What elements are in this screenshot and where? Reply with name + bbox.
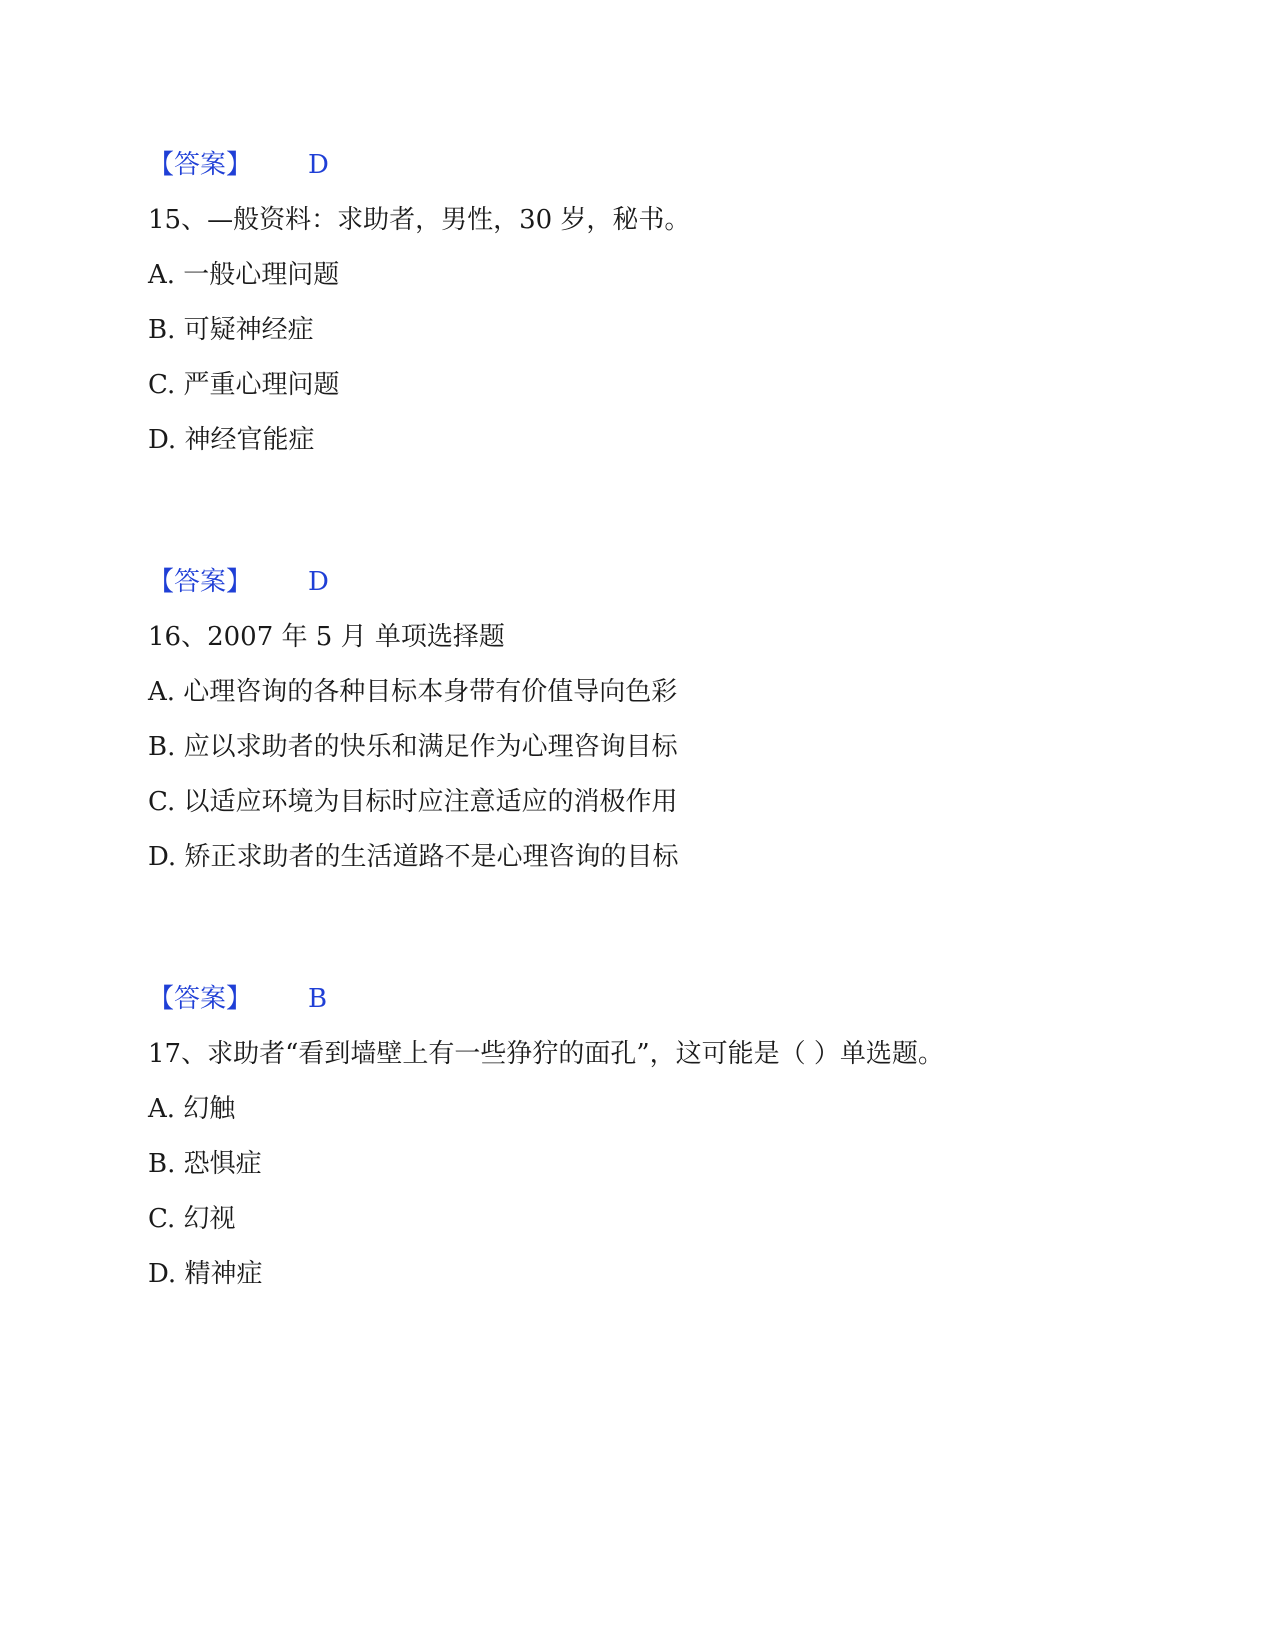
option-b: B. 恐惧症 bbox=[148, 1149, 262, 1179]
question-16: 16、2007 年 5 月 单项选择题 bbox=[148, 622, 505, 652]
answer-label: 【答案】 bbox=[148, 567, 253, 597]
answer-value: B bbox=[308, 984, 328, 1014]
option-a: A. 一般心理问题 bbox=[148, 260, 340, 290]
option-d: D. 精神症 bbox=[148, 1259, 263, 1289]
option-c: C. 幻视 bbox=[148, 1204, 236, 1234]
option-a: A. 心理咨询的各种目标本身带有价值导向色彩 bbox=[148, 677, 678, 707]
question-15: 15、—般资料：求助者，男性，30 岁，秘书。 bbox=[148, 205, 691, 235]
option-d: D. 神经官能症 bbox=[148, 425, 315, 455]
option-c: C. 以适应环境为目标时应注意适应的消极作用 bbox=[148, 787, 678, 817]
option-d: D. 矫正求助者的生活道路不是心理咨询的目标 bbox=[148, 842, 679, 872]
answer-label: 【答案】 bbox=[148, 150, 253, 180]
option-c: C. 严重心理问题 bbox=[148, 370, 340, 400]
answer-line bbox=[148, 148, 329, 182]
answer-line bbox=[148, 565, 329, 599]
answer-line bbox=[148, 982, 328, 1016]
answer-label: 【答案】 bbox=[148, 984, 253, 1014]
answer-value: D bbox=[308, 567, 329, 597]
option-b: B. 可疑神经症 bbox=[148, 315, 314, 345]
option-b: B. 应以求助者的快乐和满足作为心理咨询目标 bbox=[148, 732, 678, 762]
option-a: A. 幻触 bbox=[148, 1094, 236, 1124]
answer-value: D bbox=[308, 150, 329, 180]
question-17: 17、求助者“看到墙壁上有一些狰狞的面孔”，这可能是（ ）单选题。 bbox=[148, 1039, 944, 1069]
